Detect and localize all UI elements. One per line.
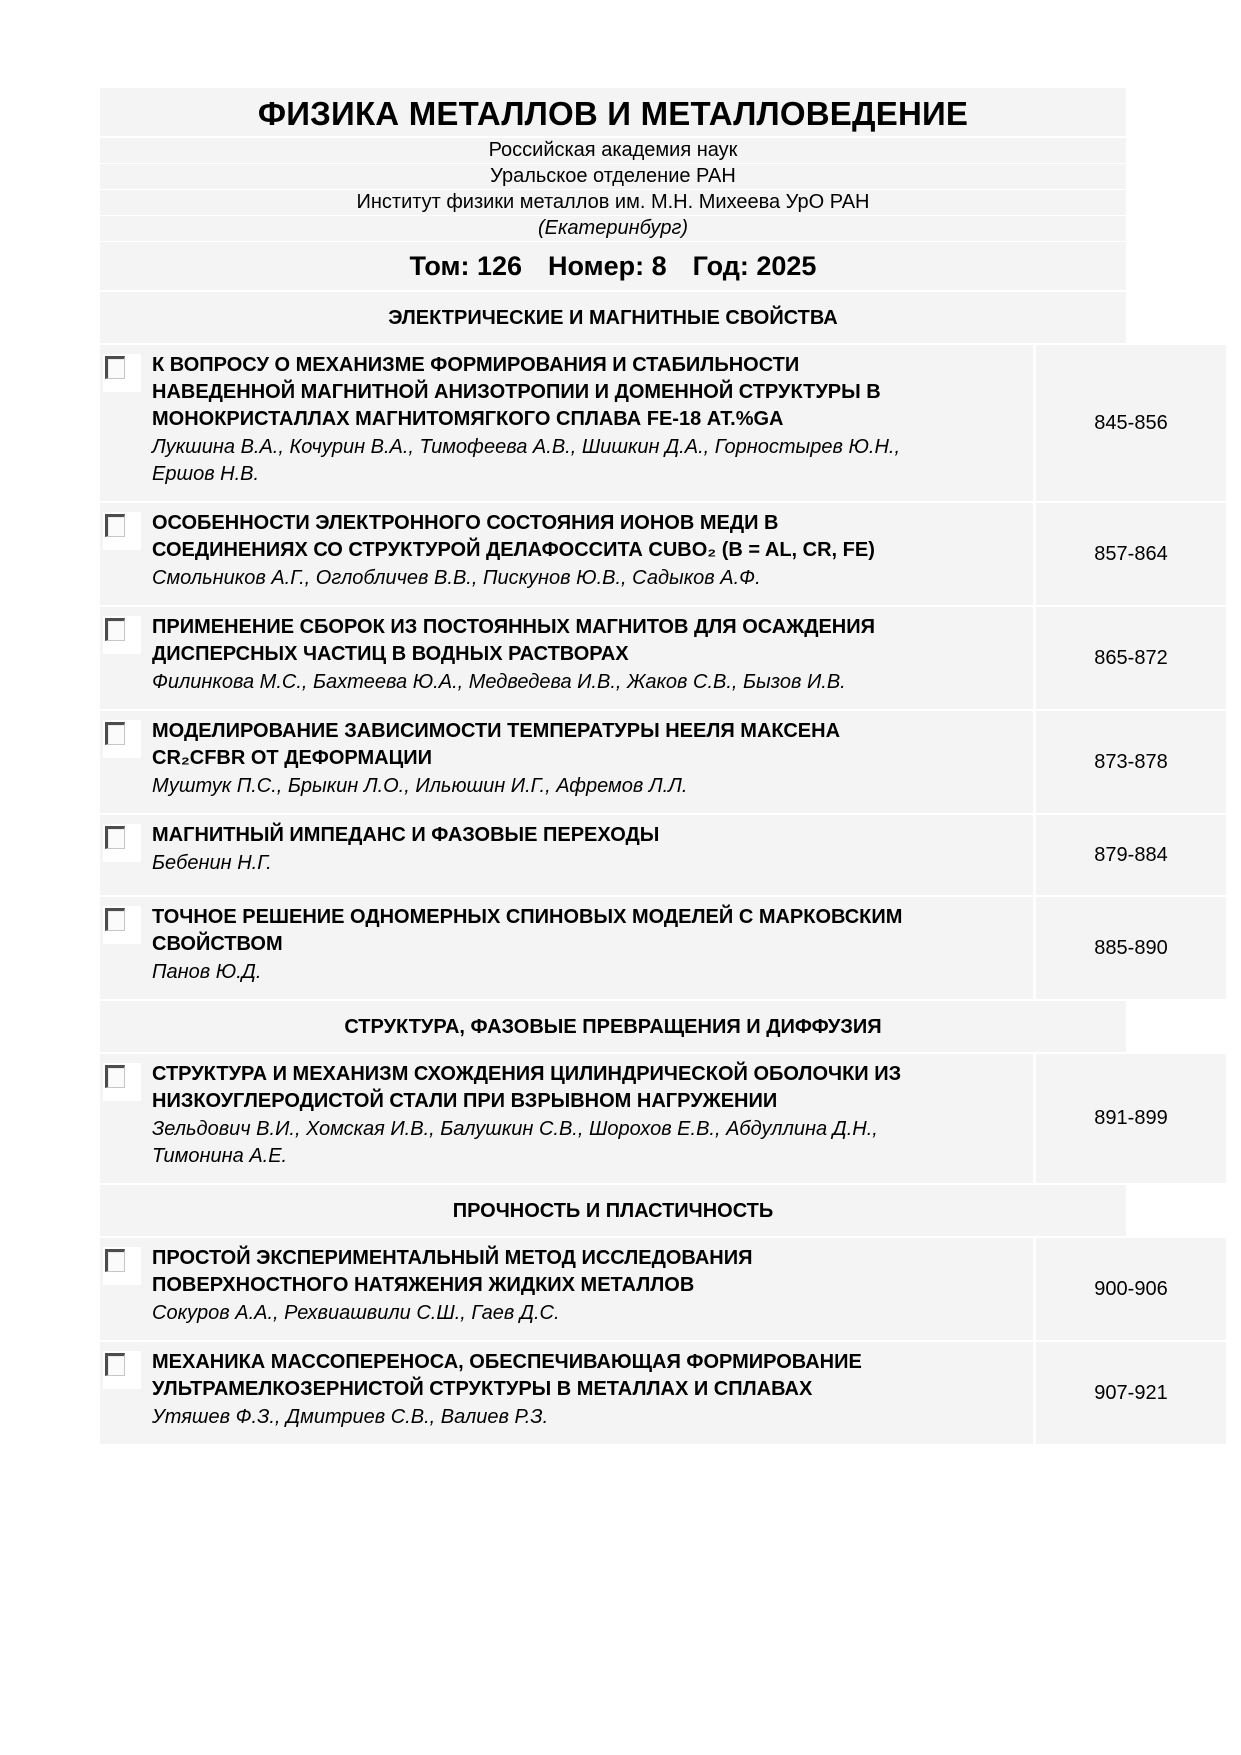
article-checkbox[interactable] [103,1063,141,1101]
article-main-cell [100,503,1033,605]
checkbox-icon [105,1353,125,1376]
article-pages: 845-856 [1036,345,1226,501]
issue-line [100,242,1126,290]
article-title: МЕХАНИКА МАССОПЕРЕНОСА, ОБЕСПЕЧИВАЮЩАЯ ФОРМИРОВАНИЕ УЛЬТРАМЕЛКОЗЕРНИСТОЙ СТРУКТУРЫ В МЕТАЛЛАХ И СПЛАВАХ [152,1351,862,1400]
year-label: Год: 2025 [692,251,817,281]
article-authors: Панов Ю.Д. [152,961,262,983]
article-main-cell [100,897,1033,999]
article-title: К ВОПРОСУ О МЕХАНИЗМЕ ФОРМИРОВАНИЯ И СТАБИЛЬНОСТИ НАВЕДЕННОЙ МАГНИТНОЙ АНИЗОТРОПИИ И ДОМЕННОЙ СТРУКТУРЫ В МОНОКРИСТАЛЛАХ МАГНИТОМЯГКОГО СПЛАВА FE-18 АТ.%GA [152,354,881,430]
checkbox-icon [105,826,125,849]
article-checkbox[interactable] [103,906,141,944]
article-row [100,1342,1168,1444]
article-row [100,711,1168,813]
article-row [100,1054,1168,1183]
article-checkbox[interactable] [103,1247,141,1285]
article-title: СТРУКТУРА И МЕХАНИЗМ СХОЖДЕНИЯ ЦИЛИНДРИЧЕСКОЙ ОБОЛОЧКИ ИЗ НИЗКОУГЛЕРОДИСТОЙ СТАЛИ ПРИ ВЗРЫВНОМ НАГРУЖЕНИИ [152,1063,902,1112]
article-checkbox[interactable] [103,720,141,758]
article-pages: 891-899 [1036,1054,1226,1183]
article-row [100,607,1168,709]
checkbox-icon [105,908,125,931]
article-main-cell [100,1238,1033,1340]
article-checkbox[interactable] [103,824,141,862]
article-pages: 885-890 [1036,897,1226,999]
article-main-cell [100,1054,1033,1183]
journal-title: ФИЗИКА МЕТАЛЛОВ И МЕТАЛЛОВЕДЕНИЕ [257,95,969,132]
article-main-cell [100,607,1033,709]
article-title: ПРОСТОЙ ЭКСПЕРИМЕНТАЛЬНЫЙ МЕТОД ИССЛЕДОВАНИЯ ПОВЕРХНОСТНОГО НАТЯЖЕНИЯ ЖИДКИХ МЕТАЛЛОВ [152,1247,753,1296]
city-line: (Екатеринбург) [100,216,1126,241]
article-checkbox[interactable] [103,512,141,550]
checkbox-icon [105,618,125,641]
volume-label: Том: 126 [409,251,522,281]
checkbox-icon [105,1065,125,1088]
article-checkbox[interactable] [103,354,141,392]
article-title: МАГНИТНЫЙ ИМПЕДАНС И ФАЗОВЫЕ ПЕРЕХОДЫ [152,824,660,846]
article-pages: 873-878 [1036,711,1226,813]
article-authors: Утяшев Ф.З., Дмитриев С.В., Валиев Р.З. [152,1406,549,1428]
article-authors: Бебенин Н.Г. [152,852,272,874]
article-row [100,815,1168,895]
article-authors: Филинкова М.С., Бахтеева Ю.А., Медведева И.В., Жаков С.В., Бызов И.В. [152,671,846,693]
article-title: ТОЧНОЕ РЕШЕНИЕ ОДНОМЕРНЫХ СПИНОВЫХ МОДЕЛЕЙ С МАРКОВСКИМ СВОЙСТВОМ [152,906,903,955]
article-main-cell [100,711,1033,813]
article-authors: Муштук П.С., Брыкин Л.О., Ильюшин И.Г., Афремов Л.Л. [152,775,688,797]
article-pages: 865-872 [1036,607,1226,709]
content-panel [100,88,1168,1446]
article-main-cell [100,345,1033,501]
article-pages: 857-864 [1036,503,1226,605]
academy-line: Российская академия наук [100,138,1126,163]
article-checkbox[interactable] [103,616,141,654]
article-authors: Сокуров А.А., Рехвиашвили С.Ш., Гаев Д.С. [152,1302,560,1324]
article-row [100,503,1168,605]
article-authors: Зельдович В.И., Хомская И.В., Балушкин С.В., Шорохов Е.В., Абдуллина Д.Н., Тимонина А.Е. [152,1118,878,1167]
checkbox-icon [105,722,125,745]
number-label: Номер: 8 [548,251,667,281]
branch-line: Уральское отделение РАН [100,164,1126,189]
article-row [100,897,1168,999]
section-header-structure-phase: СТРУКТУРА, ФАЗОВЫЕ ПРЕВРАЩЕНИЯ И ДИФФУЗИЯ [100,1001,1126,1052]
institute-line: Институт физики металлов им. М.Н. Михеева УрО РАН [100,190,1126,215]
checkbox-icon [105,1249,125,1272]
checkbox-icon [105,514,125,537]
article-row [100,345,1168,501]
section-header-strength-plasticity: ПРОЧНОСТЬ И ПЛАСТИЧНОСТЬ [100,1185,1126,1236]
article-title: ПРИМЕНЕНИЕ СБОРОК ИЗ ПОСТОЯННЫХ МАГНИТОВ ДЛЯ ОСАЖДЕНИЯ ДИСПЕРСНЫХ ЧАСТИЦ В ВОДНЫХ РАСТВОРАХ [152,616,875,665]
article-checkbox[interactable] [103,1351,141,1389]
article-main-cell [100,815,1033,895]
article-pages: 900-906 [1036,1238,1226,1340]
journal-header [100,88,1126,136]
article-authors: Лукшина В.А., Кочурин В.А., Тимофеева А.В., Шишкин Д.А., Горностырев Ю.Н., Ершов Н.В. [152,436,901,485]
article-title: МОДЕЛИРОВАНИЕ ЗАВИСИМОСТИ ТЕМПЕРАТУРЫ НЕЕЛЯ МАКСЕНА CR₂CFBR ОТ ДЕФОРМАЦИИ [152,720,841,769]
section-header-electric-magnetic: ЭЛЕКТРИЧЕСКИЕ И МАГНИТНЫЕ СВОЙСТВА [100,292,1126,343]
article-title: ОСОБЕННОСТИ ЭЛЕКТРОННОГО СОСТОЯНИЯ ИОНОВ МЕДИ В СОЕДИНЕНИЯХ СО СТРУКТУРОЙ ДЕЛАФОССИТА CUBO₂ (B = AL, CR, FE) [152,512,875,561]
checkbox-icon [105,356,125,379]
article-pages: 907-921 [1036,1342,1226,1444]
article-pages: 879-884 [1036,815,1226,895]
article-authors: Смольников А.Г., Оглобличев В.В., Пискунов Ю.В., Садыков А.Ф. [152,567,761,589]
article-main-cell [100,1342,1033,1444]
article-row [100,1238,1168,1340]
